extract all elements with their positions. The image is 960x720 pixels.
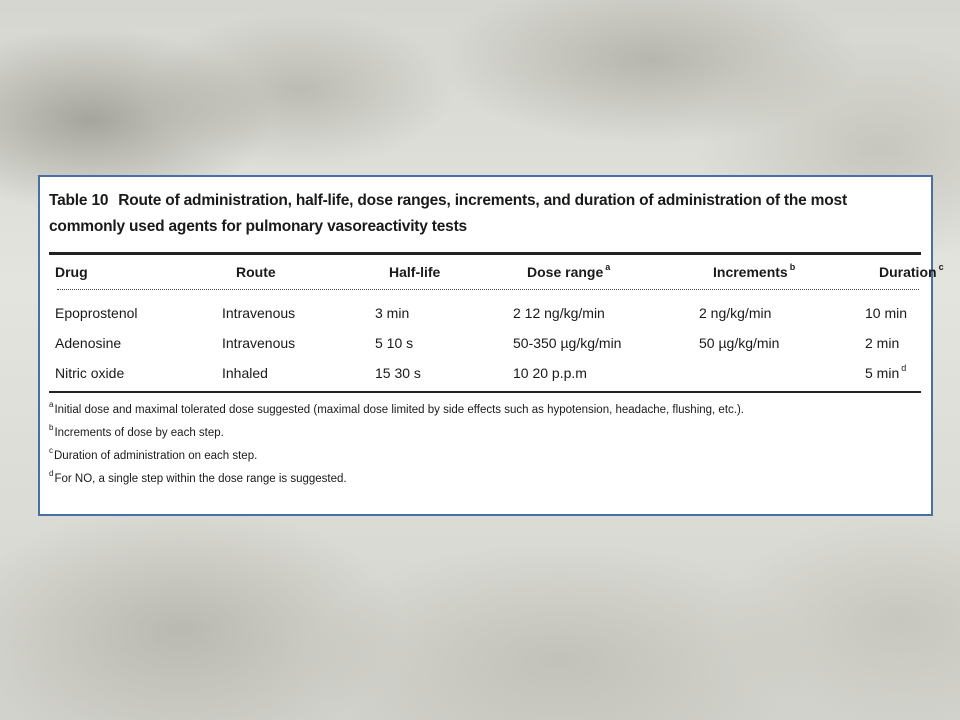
data-table-body — [49, 298, 921, 388]
footnote-a: $^a$Initial dose and maximal tolerated dose suggested (maximal dose limited by side effects such as hypotension, headache, flushing, etc.). — [49, 400, 744, 416]
cell-increments — [699, 358, 865, 388]
cell-dose-range: 10 20 p.p.m — [513, 365, 587, 381]
cell-drug: Nitric oxide — [55, 365, 125, 381]
data-table — [49, 255, 944, 289]
footnote-mark-a: a — [605, 262, 611, 272]
header-half-life: Half-life — [389, 264, 441, 280]
cell-increments: 50 µg/kg/min — [699, 335, 780, 351]
footnote-d: $^d$For NO, a single step within the dose range is suggested. — [49, 469, 347, 485]
header-dose-range: Dose range $^a$ — [527, 262, 611, 280]
header-duration: Duration $^c$ — [879, 262, 944, 280]
footnote-b: $^b$Increments of dose by each step. — [49, 423, 224, 439]
cell-half-life: 5 10 s — [375, 335, 414, 351]
bottom-rule — [49, 391, 921, 393]
cell-drug: Epoprostenol — [55, 305, 138, 321]
header-row — [49, 255, 921, 289]
cell-dose-range: 50-350 µg/kg/min — [513, 335, 622, 351]
cell-drug: Adenosine — [55, 335, 122, 351]
cell-route: Inhaled — [222, 365, 268, 381]
cell-duration: 5 min $^d$ — [865, 363, 907, 381]
table-row — [49, 358, 921, 388]
table-row — [49, 328, 921, 358]
table-card — [38, 175, 944, 516]
header-drug: Drug — [55, 264, 88, 280]
footnote-mark-d: d — [901, 363, 907, 373]
header-increments: Increments $^b$ — [713, 262, 796, 280]
footnote-c: $^c$Duration of administration on each step. — [49, 446, 258, 462]
cell-duration: 10 min — [865, 305, 908, 321]
cell-route: Intravenous — [222, 305, 296, 321]
table-label: Table 10 — [49, 192, 109, 209]
footnote-mark-b: b — [789, 262, 796, 272]
table-title: Route of administration, half-life, dose ranges, increments, and duration of administration of the most commonly used agents for pulmonary vasoreactivity tests — [49, 192, 847, 235]
cell-route: Intravenous — [222, 335, 296, 351]
header-route: Route — [236, 264, 276, 280]
cell-dose-range: 2 12 ng/kg/min — [513, 305, 605, 321]
cell-increments: 2 ng/kg/min — [699, 305, 772, 321]
footnote-mark-c: c — [938, 262, 944, 272]
footnotes — [49, 399, 921, 491]
table-row — [49, 298, 921, 328]
cell-half-life: 3 min — [375, 305, 410, 321]
cell-duration: 2 min — [865, 335, 900, 351]
cell-half-life: 15 30 s — [375, 365, 421, 381]
table-caption — [49, 188, 921, 240]
